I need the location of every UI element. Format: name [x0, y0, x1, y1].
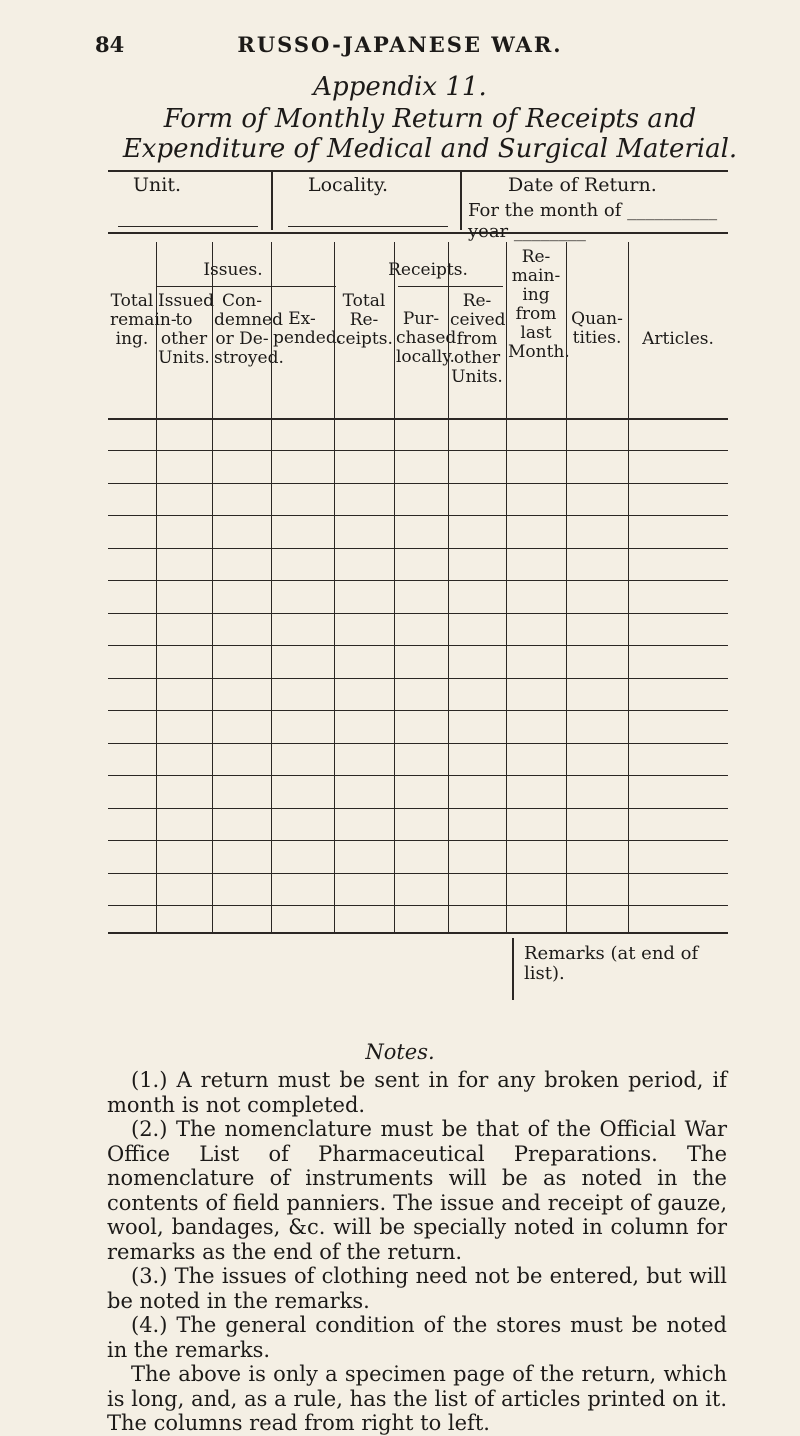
appendix-label: Appendix 11. [313, 72, 487, 102]
col-condemned: Con- demned or De- stroyed. [214, 291, 284, 368]
row-rule [108, 515, 728, 516]
row-rule [108, 483, 728, 484]
row-rule [108, 710, 728, 711]
column-rule [334, 242, 335, 932]
form-top-rule [108, 170, 728, 172]
col-total-receipts: Total Re- ceipts. [336, 291, 393, 349]
locality-blank [288, 226, 448, 227]
note-1: (1.) A return must be sent in for any broken period, if month is not completed. [107, 1068, 727, 1117]
row-rule [108, 808, 728, 809]
column-rule [271, 242, 272, 932]
remarks-label: Remarks (at end of list). [524, 943, 699, 984]
receipts-heading: Receipts. [388, 260, 468, 280]
month-line: For the month of __________ year ________ [468, 200, 718, 242]
column-rule [212, 242, 213, 932]
issues-rule [156, 286, 336, 287]
row-rule [108, 678, 728, 679]
note-3: (3.) The issues of clothing need not be entered, but will be noted in the remarks. [107, 1264, 727, 1313]
notes-heading: Notes. [365, 1040, 435, 1064]
locality-label: Locality. [308, 174, 389, 196]
col-articles: Articles. [642, 329, 714, 349]
row-rule [108, 645, 728, 646]
col-quantities: Quan- tities. [571, 309, 623, 348]
note-4: (4.) The general condition of the stores must be noted in the remarks. [107, 1313, 727, 1362]
note-closing: The above is only a specimen page of the return, which is long, and, as a rule, has the list of articles printed on it. The columns read from right to left. [107, 1362, 727, 1435]
column-rule [566, 242, 567, 932]
row-rule [108, 580, 728, 581]
column-head-rule [108, 418, 728, 420]
receipts-rule [398, 286, 503, 287]
col-received-other-units: Re- ceived from other Units. [450, 291, 506, 387]
row-rule [108, 548, 728, 549]
col-total-remaining: Total remain- ing. [110, 291, 177, 349]
unit-divider [271, 172, 273, 230]
locality-divider [460, 172, 462, 230]
date-label: Date of Return. [508, 174, 657, 196]
col-purchased-locally: Pur- chased locally. [396, 309, 457, 367]
row-rule [108, 873, 728, 874]
column-rule [448, 242, 449, 932]
row-rule [108, 613, 728, 614]
note-2: (2.) The nomenclature must be that of the Official War Office List of Pharmaceutical Preparations. The nomenclature of instruments will be as noted in the contents of field panniers. The issue and receipt of gauze, wool, bandages, &c. will be specially noted in column for remarks as the end of the return. [107, 1117, 727, 1264]
column-rule [628, 242, 629, 932]
issues-heading: Issues. [203, 260, 263, 280]
running-title: RUSSO-JAPANESE WAR. [237, 32, 563, 57]
row-rule [108, 905, 728, 906]
remarks-divider [512, 938, 514, 1000]
table-bottom-rule [108, 932, 728, 934]
col-remaining-last-month: Re- main- ing from last Month. [508, 247, 570, 362]
form-title: Form of Monthly Return of Receipts and Expenditure of Medical and Surgical Material. [122, 104, 738, 164]
row-rule [108, 775, 728, 776]
notes-body [107, 1068, 727, 1436]
unit-blank [118, 226, 258, 227]
page-header [0, 28, 800, 68]
column-rule [394, 242, 395, 932]
column-rule [156, 242, 157, 932]
row-rule [108, 450, 728, 451]
page-number: 84 [95, 32, 125, 57]
col-issued-other-units: Issued to other Units. [158, 291, 215, 368]
col-expended: Ex- pended. [273, 309, 343, 348]
unit-label: Unit. [133, 174, 182, 196]
column-rule [506, 242, 507, 932]
row-rule [108, 840, 728, 841]
return-form [108, 170, 728, 1035]
row-rule [108, 743, 728, 744]
